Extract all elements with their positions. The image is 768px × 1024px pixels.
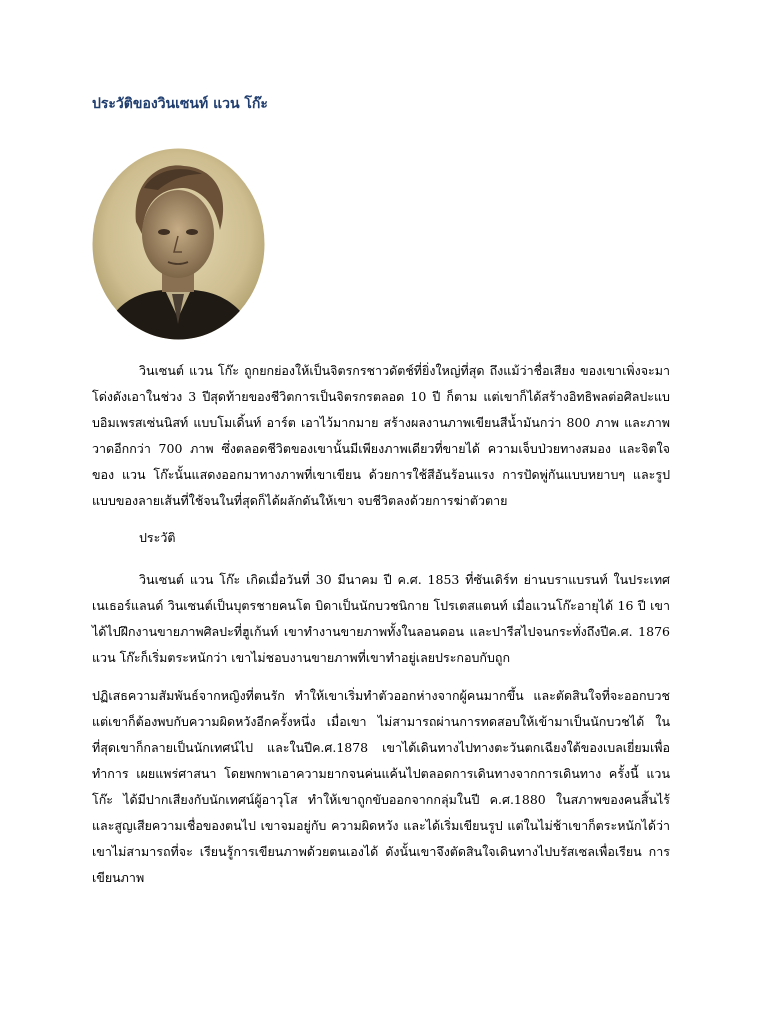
biography-paragraph-2: ปฏิเสธความสัมพันธ์จากหญิงที่ตนรัก ทำให้เขาเริ่มทำตัวออกห่างจากผู้คนมากขึ้น และตัดสินใจที่จะออกบวช แต่เขาก็ต้องพบกับความผิดหวังอีกครั้งหนึ่ง เมื่อเขา ไม่สามารถผ่านการทดสอบให้เข้ามาเป็นนักบวชได้ ในที่สุดเขาก็กลายเป็นนักเทศน์ไป และในปีค.ศ.1878 เขาได้เดินทางไปทางตะวันตกเฉียงใต้ของเบลเยี่ยมเพื่อทำการ เผยแพร่ศาสนา โดยพกพาเอาความยากจนค่นแค้นไปตลอดการเดินทางจากการเดินทาง ครั้งนี้ แวนโก๊ะ ได้มีปากเสียงกับนักเทศน์ผู้อาวุโส ทำให้เขาถูกขับออกจากกลุ่มในปี ค.ศ.1880 ในสภาพของคนสิ้นไร้ และสูญเสียความเชื่อของตนไป เขาจมอยู่กับ ความผิดหวัง และได้เริ่มเขียนรูป แต่ในไม่ช้าเขาก็ตระหนักได้ว่า เขาไม่สามารถที่จะ เรียนรู้การเขียนภาพด้วยตนเองได้ ดังนั้นเขาจึงตัดสินใจเดินทางไปบรัสเซลเพื่อเรียน การเขียนภาพ (92, 688, 670, 885)
page-title: ประวัติของวินเซนท์ แวน โก๊ะ (92, 96, 268, 112)
section-heading: ประวัติ (139, 530, 176, 545)
portrait-image (92, 148, 265, 340)
intro-paragraph: วินเซนต์ แวน โก๊ะ ถูกยกย่องให้เป็นจิตรกรชาวดัตช์ที่ยิ่งใหญ่ที่สุด ถึงแม้ว่าชื่อเสียง ของเขาเพิ่งจะมาโด่งดังเอาในช่วง 3 ปีสุดท้ายของชีวิตการเป็นจิตรกรตลอด 10 ปี ก็ตาม แต่เขาก็ได้สร้างอิทธิพลต่อศิลปะแบบอิมเพรสเซ่นนิสท์ แบบโมเดิ้นท์ อาร์ต เอาไว้มากมาย สร้างผลงานภาพเขียนสีน้ำมันกว่า 800 ภาพ และภาพวาดอีกกว่า 700 ภาพ ซึ่งตลอดชีวิตของเขานั้นมีเพียงภาพเดียวที่ขายได้ ความเจ็บป่วยทางสมอง และจิตใจของ แวน โก๊ะนั้นแสดงออกมาทางภาพที่เขาเขียน ด้วยการใช้สีอันร้อนแรง การปัดพู่กันแบบหยาบๆ และรูปแบบของลายเส้นที่ใช้จนในที่สุดก็ได้ผลักดันให้เขา จบชีวิตลงด้วยการฆ่าตัวตาย (92, 363, 670, 508)
biography-paragraph-1: วินเซนต์ แวน โก๊ะ เกิดเมื่อวันที่ 30 มีนาคม ปี ค.ศ. 1853 ที่ซันเดิร์ท ย่านบราแบรนท์ ในประเทศเนเธอร์แลนด์ วินเซนต์เป็นบุตรชายคนโต บิดาเป็นนักบวชนิกาย โปรเตสแตนท์ เมื่อแวนโก๊ะอายุได้ 16 ปี เขาได้ไปฝึกงานขายภาพศิลปะที่ฮูเก้นท์ เขาทำงานขายภาพทั้งในลอนดอน และปารีสไปจนกระทั่งถึงปีค.ศ. 1876 แวน โก๊ะก็เริ่มตระหนักว่า เขาไม่ชอบงานขายภาพที่เขาทำอยู่เลยประกอบกับถูก (92, 572, 670, 665)
